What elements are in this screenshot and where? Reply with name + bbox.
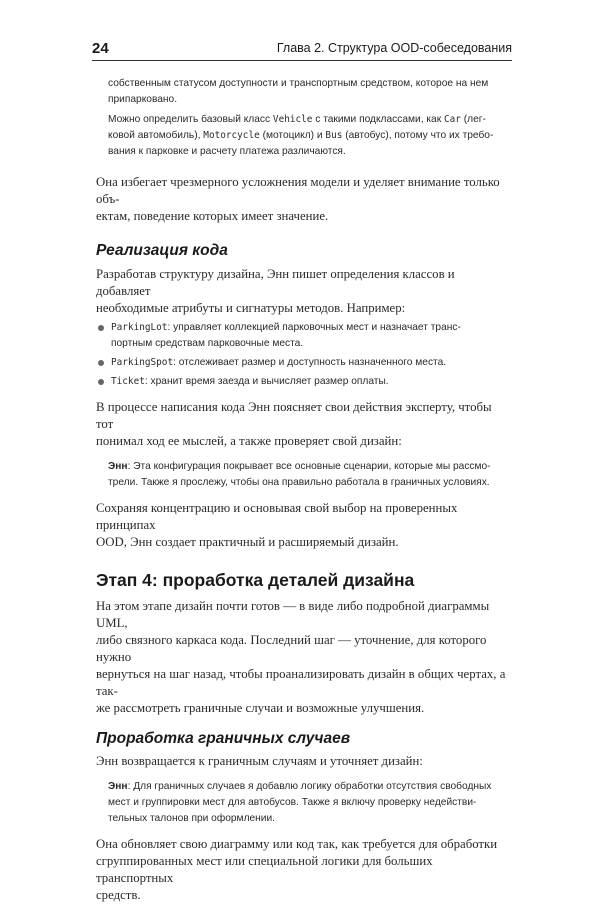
list-item: ParkingLot: управляет коллекцией парковочных мест и назначает транс- портным средствам парковочные места. [96,320,510,352]
page-header [92,40,512,61]
class-list [96,320,510,390]
speaker-name: Энн [108,781,128,792]
body-paragraph: На этом этапе дизайн почти готов — в виде либо подробной диаграммы UML, либо связного каркаса кода. Последний шаг — уточнение, для которого нужно вернуться на шаг назад, чтобы проанализировать дизайн в общих чертах, а так- же рассмотреть граничные случаи и возможные улучшения. [96,599,506,715]
dialogue-block: Энн: Эта конфигурация покрывает все основные сценарии, которые мы рассмо- трели. Также я прослежу, чтобы она правильно работала в граничных условиях. [108,461,491,488]
body-paragraph: В процессе написания кода Энн поясняет свои действия эксперту, чтобы тот понимал ход ее мыслей, а также проверяет свой дизайн: [96,400,492,448]
code-bus: Bus [325,130,343,141]
list-item: Ticket: хранит время заезда и вычисляет размер оплаты. [96,374,510,390]
code-parkinglot: ParkingLot [111,322,168,333]
note-paragraph: собственным статусом доступности и транспортным средством, которое на нем припарковано. [108,78,489,105]
code-vehicle: Vehicle [272,114,313,125]
running-head: Глава 2. Структура OOD-собеседования [276,41,512,55]
section-heading-edge-cases: Проработка граничных случаев [96,730,351,747]
speaker-name: Энн [108,461,128,472]
section-heading-code: Реализация кода [96,242,228,259]
body-paragraph: Она обновляет свою диаграмму или код так, как требуется для обработки сгруппированных мест или специальной логики для больших транспортных средств. [96,837,498,902]
code-ticket: Ticket [111,376,145,387]
body-paragraph: Разработав структуру дизайна, Энн пишет определения классов и добавляет необходимые атрибуты и сигнатуры методов. Например: [96,267,455,315]
body-paragraph: Она избегает чрезмерного усложнения модели и уделяет внимание только объ- ектам, поведение которых имеет значение. [96,175,500,223]
list-item: ParkingSpot: отслеживает размер и доступность назначенного места. [96,355,510,371]
bullet-icon [98,379,104,385]
note-block [96,76,510,160]
bullet-icon [98,360,104,366]
body-paragraph: Энн возвращается к граничным случаям и уточняет дизайн: [96,754,423,768]
bullet-icon [98,325,104,331]
section-heading-stage4: Этап 4: проработка деталей дизайна [96,570,415,590]
note-paragraph: Можно определить базовый класс Vehicle с такими подклассами, как Car (лег- ковой автомобиль), Motorcycle (мотоцикл) и Bus (автобус), потому что их требо- вания к парковке и расчету платежа различаются. [108,114,494,157]
code-car: Car [444,114,461,125]
page-content [96,76,510,904]
code-motorcycle: Motorcycle [203,130,260,141]
page-number: 24 [92,40,109,57]
body-paragraph: Сохраняя концентрацию и основывая свой выбор на проверенных принципах OOD, Энн создает практичный и расширяемый дизайн. [96,501,458,549]
dialogue-block: Энн: Для граничных случаев я добавлю логику обработки отсутствия свободных мест и группировки мест для автобусов. Также я включу проверку недействи- тельных талонов при оформлении. [108,781,492,824]
code-parkingspot: ParkingSpot [111,357,174,368]
